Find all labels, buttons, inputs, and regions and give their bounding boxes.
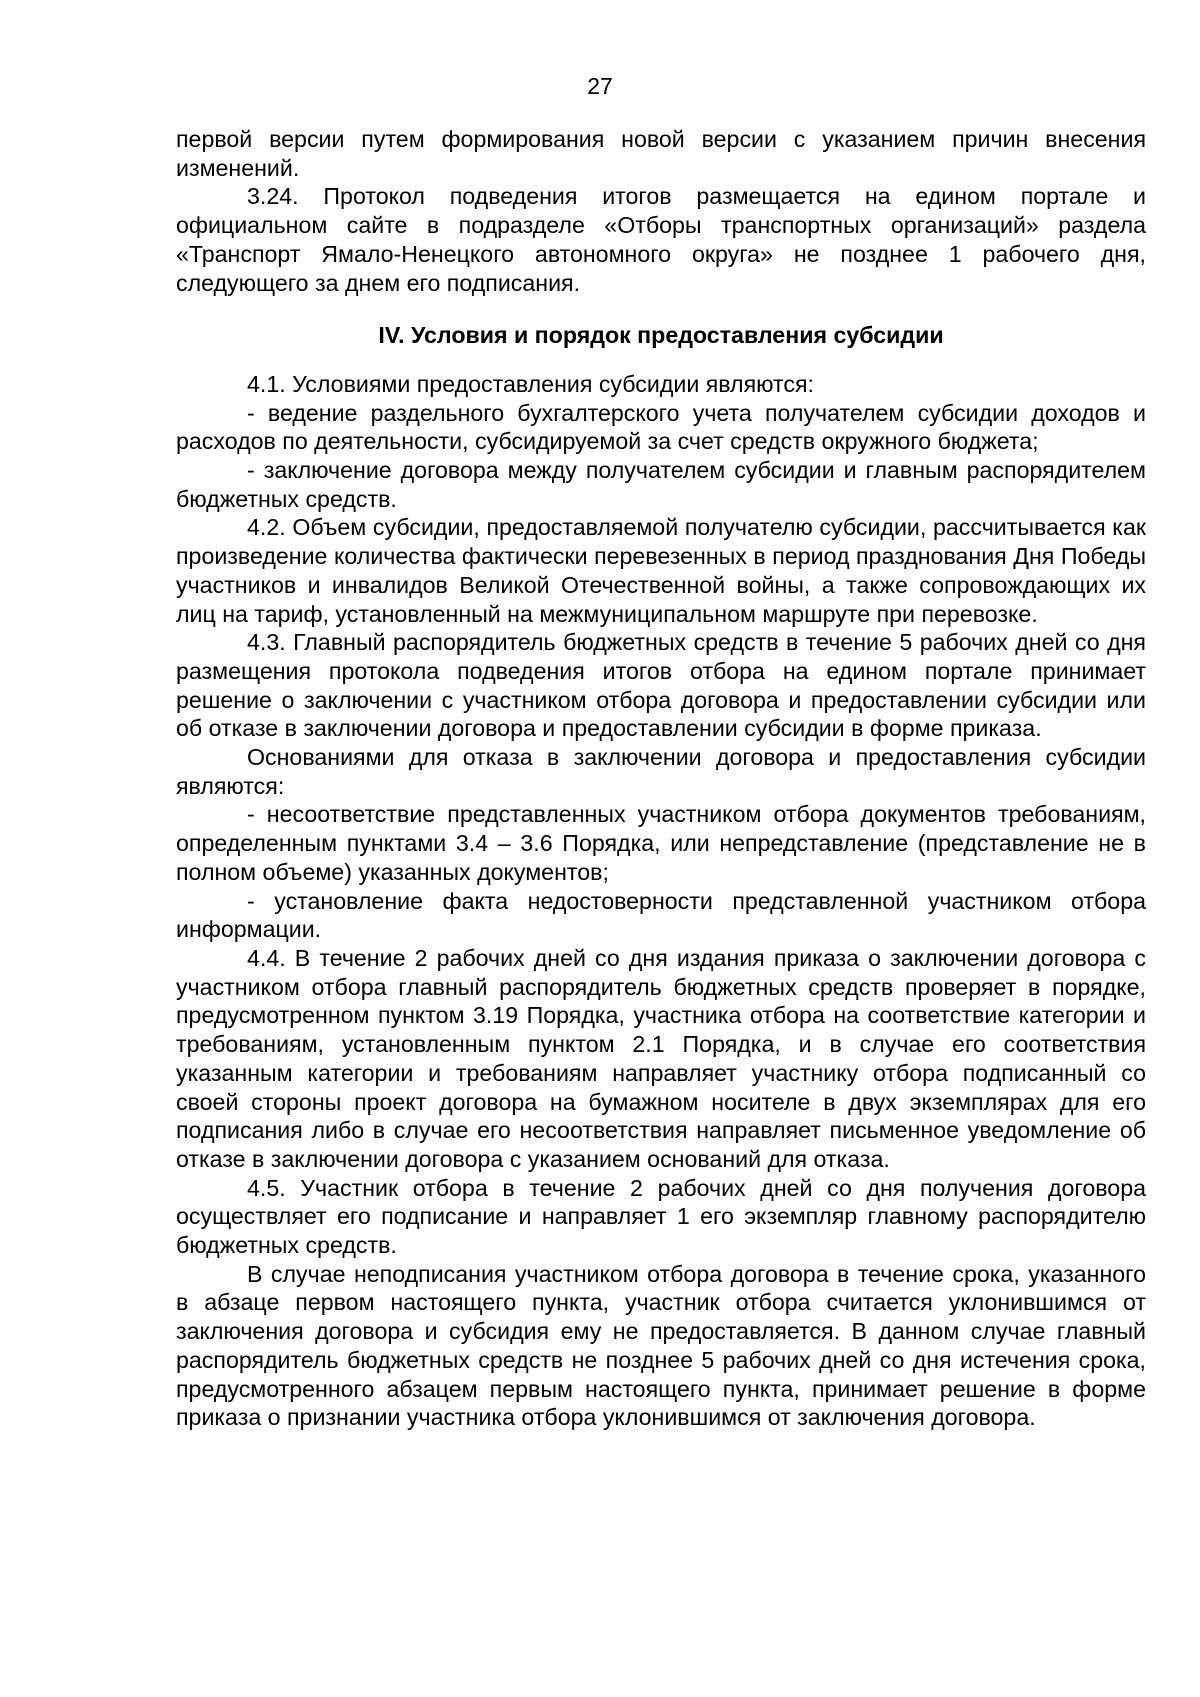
document-body	[176, 125, 1146, 1432]
paragraph-refusal-grounds: Основаниями для отказа в заключении договора и предоставления субсидии являются:	[176, 744, 1146, 799]
list-item-accounting: - ведение раздельного бухгалтерского учета получателем субсидии доходов и расходов по деятельности, субсидируемой за счет средств окружного бюджета;	[176, 399, 1146, 455]
page-number: 27	[587, 73, 613, 99]
paragraph-4-4: 4.4. В течение 2 рабочих дней со дня издания приказа о заключении договора с участником отбора главный распорядитель бюджетных средств проверяет в порядке, предусмотренном пунктом 3.19 Порядка, участника отбора на соответствие категории и требованиям, установленным пунктом 2.1 Порядка, и в случае его соответствия указанным категории и требованиям направляет участнику отбора подписанный со своей стороны проект договора на бумажном носителе в двух экземплярах для его подписания либо в случае его несоответствия направляет письменное уведомление об отказе в заключении договора с указанием оснований для отказа.	[176, 944, 1146, 1172]
paragraph-4-1: 4.1. Условиями предоставления субсидии являются:	[247, 370, 814, 397]
list-item-noncompliance: - несоответствие представленных участником отбора документов требованиям, определенным пунктами 3.4 – 3.6 Порядка, или непредставление (представление не в полном объеме) указанных документов;	[176, 801, 1146, 885]
paragraph-3-24: 3.24. Протокол подведения итогов размещается на едином портале и официальном сайте в подразделе «Отборы транспортных организаций» раздела «Транспорт Ямало-Ненецкого автономного округа» не позднее 1 рабочего дня, следующего за днем его подписания.	[176, 183, 1146, 296]
paragraph-4-5: 4.5. Участник отбора в течение 2 рабочих дней со дня получения договора осуществляет его подписание и направляет 1 его экземпляр главному распорядителю бюджетных средств.	[176, 1174, 1146, 1259]
paragraph-4-3: 4.3. Главный распорядитель бюджетных средств в течение 5 рабочих дней со дня размещения протокола подведения итогов отбора на едином портале принимает решение о заключении с участником отбора договора и предоставлении субсидии или об отказе в заключении договора и предоставлении субсидии в форме приказа.	[176, 629, 1146, 742]
paragraph-non-signing: В случае неподписания участником отбора договора в течение срока, указанного в абзаце первом настоящего пункта, участник отбора считается уклонившимся от заключения договора и субсидия ему не предоставляется. В данном случае главный распорядитель бюджетных средств не позднее 5 рабочих дней со дня истечения срока, предусмотренного абзацем первым настоящего пункта, принимает решение в форме приказа о признании участника отбора уклонившимся от заключения договора.	[176, 1260, 1146, 1431]
paragraph-continuation: первой версии путем формирования новой версии с указанием причин внесения изменений.	[176, 126, 1146, 181]
paragraph-4-2: 4.2. Объем субсидии, предоставляемой получателю субсидии, рассчитывается как произведение количества фактически перевезенных в период празднования Дня Победы участников и инвалидов Великой Отечественной войны, а также сопровождающих их лиц на тариф, установленный на межмуниципальном маршруте при перевозке.	[176, 514, 1146, 627]
section-heading: IV. Условия и порядок предоставления субсидии	[378, 322, 944, 349]
list-item-false-info: - установление факта недостоверности представленной участником отбора информации.	[176, 887, 1146, 943]
list-item-contract: - заключение договора между получателем субсидии и главным распорядителем бюджетных средств.	[176, 457, 1146, 512]
